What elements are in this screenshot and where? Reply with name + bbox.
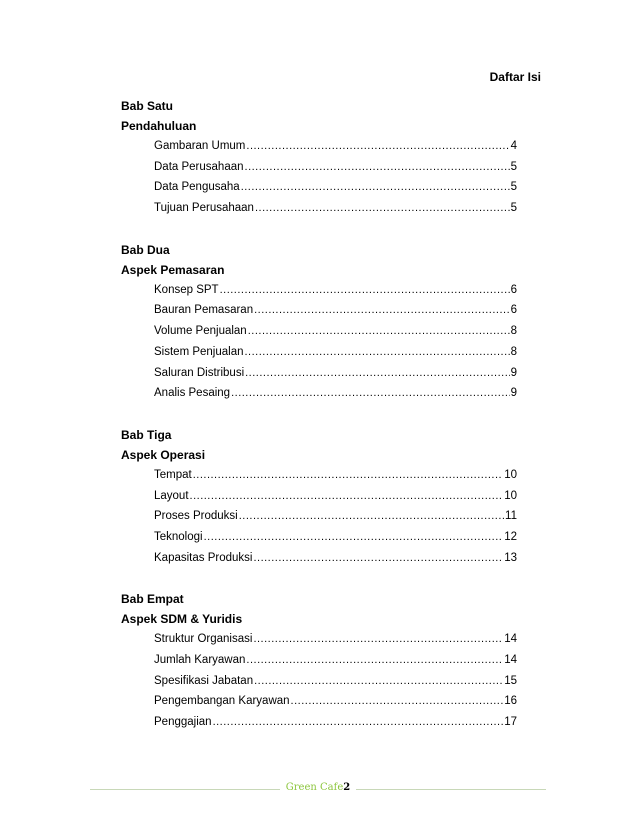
toc-entry-title: Layout [154, 489, 189, 502]
toc-entry-page: 16 [504, 695, 517, 708]
chapter-title: Aspek SDM & Yuridis [121, 612, 243, 627]
dot-leader [241, 177, 510, 198]
toc-entry-title: Bauran Pemasaran [154, 304, 254, 317]
toc-entry-page: 13 [504, 551, 517, 564]
dot-leader [254, 671, 503, 692]
dot-leader [190, 486, 504, 507]
toc-entry-page: 6 [510, 304, 517, 317]
page-footer [90, 783, 546, 797]
dot-leader [213, 712, 504, 733]
toc-entry [154, 527, 517, 548]
dot-leader [246, 136, 509, 157]
toc-entry-title: Proses Produksi [154, 510, 238, 523]
toc-entry [154, 321, 517, 342]
dot-leader [231, 383, 510, 404]
toc-entry [154, 650, 517, 671]
toc-entry-title: Penggajian [154, 716, 212, 729]
footer-page-number: 2 [343, 782, 351, 793]
toc-entry [154, 383, 517, 404]
toc-entry [154, 506, 517, 527]
toc-entry-page: 14 [504, 654, 517, 666]
toc-section [121, 589, 517, 732]
chapter-label: Bab Empat [121, 592, 184, 607]
toc-entry [154, 136, 517, 157]
toc-entry-title: Spesifikasi Jabatan [154, 674, 254, 687]
toc-entry [154, 671, 517, 692]
toc-entry-page: 6 [510, 283, 517, 296]
toc-entry-page: 17 [504, 716, 517, 729]
toc-entry-page: 12 [504, 530, 517, 543]
toc-entry-title: Saluran Distribusi [154, 366, 245, 379]
dot-leader [245, 363, 509, 384]
chapter-label: Bab Satu [121, 99, 174, 113]
toc-entry-title: Data Pengusaha [154, 181, 240, 194]
toc-entry-page: 5 [510, 160, 517, 173]
dot-leader [245, 342, 510, 363]
toc-entry-page: 11 [505, 510, 517, 523]
chapter-title: Pendahuluan [121, 119, 197, 133]
toc-entry-page: 10 [504, 468, 517, 481]
toc-entry [154, 300, 517, 321]
toc-entry-page: 9 [510, 366, 517, 379]
toc-entry-page: 14 [504, 633, 517, 646]
chapter-title: Aspek Operasi [121, 447, 206, 462]
toc-entry [154, 548, 517, 569]
toc-entry [154, 157, 517, 178]
dot-leader [253, 629, 503, 650]
toc-entry-title: Jumlah Karyawan [154, 654, 246, 666]
table-of-contents [121, 96, 517, 754]
toc-entry [154, 712, 517, 733]
dot-leader [291, 691, 504, 712]
dot-leader [248, 321, 510, 342]
toc-entry-page: 8 [510, 325, 517, 338]
page-heading: Daftar Isi [489, 70, 541, 84]
toc-entry-title: Tempat [154, 468, 192, 481]
toc-entry [154, 198, 517, 219]
dot-leader [239, 506, 504, 527]
toc-entry-title: Teknologi [154, 530, 203, 543]
toc-entry-title: Volume Penjualan [154, 325, 247, 338]
chapter-label: Bab Tiga [121, 427, 172, 442]
toc-entry-page: 10 [504, 489, 517, 502]
toc-entry [154, 177, 517, 198]
footer-label [90, 782, 546, 793]
toc-entry-title: Pengembangan Karyawan [154, 695, 290, 708]
toc-entry-title: Data Perusahaan [154, 160, 244, 173]
toc-entry [154, 465, 517, 486]
toc-entry-page: 9 [510, 387, 517, 400]
toc-entry-title: Gambaran Umum [154, 140, 246, 152]
toc-entry-title: Sistem Penjualan [154, 345, 244, 358]
dot-leader [253, 548, 503, 569]
dot-leader [193, 465, 503, 486]
toc-entry-page: 8 [510, 345, 517, 358]
toc-entry [154, 629, 517, 650]
toc-entry-title: Analis Pesaing [154, 387, 231, 400]
toc-entry-page: 4 [510, 140, 517, 152]
dot-leader [246, 650, 503, 671]
dot-leader [204, 527, 504, 548]
toc-entry [154, 280, 517, 301]
toc-section [121, 96, 517, 219]
toc-entry [154, 691, 517, 712]
toc-entry-page: 5 [510, 181, 517, 194]
toc-section [121, 240, 517, 404]
dot-leader [245, 157, 510, 178]
dot-leader [220, 280, 510, 301]
toc-entry [154, 342, 517, 363]
toc-entry-title: Konsep SPT [154, 283, 219, 296]
toc-section [121, 425, 517, 568]
chapter-title: Aspek Pemasaran [121, 262, 225, 277]
dot-leader [255, 198, 510, 219]
dot-leader [254, 300, 510, 321]
toc-entry-title: Struktur Organisasi [154, 633, 253, 646]
footer-brand: Green Cafe [285, 782, 344, 793]
chapter-label: Bab Dua [121, 242, 170, 257]
toc-entry-page: 15 [504, 674, 517, 687]
toc-entry-page: 5 [510, 202, 517, 215]
toc-entry-title: Kapasitas Produksi [154, 551, 253, 564]
toc-entry [154, 363, 517, 384]
toc-entry-title: Tujuan Perusahaan [154, 202, 254, 215]
toc-entry [154, 486, 517, 507]
